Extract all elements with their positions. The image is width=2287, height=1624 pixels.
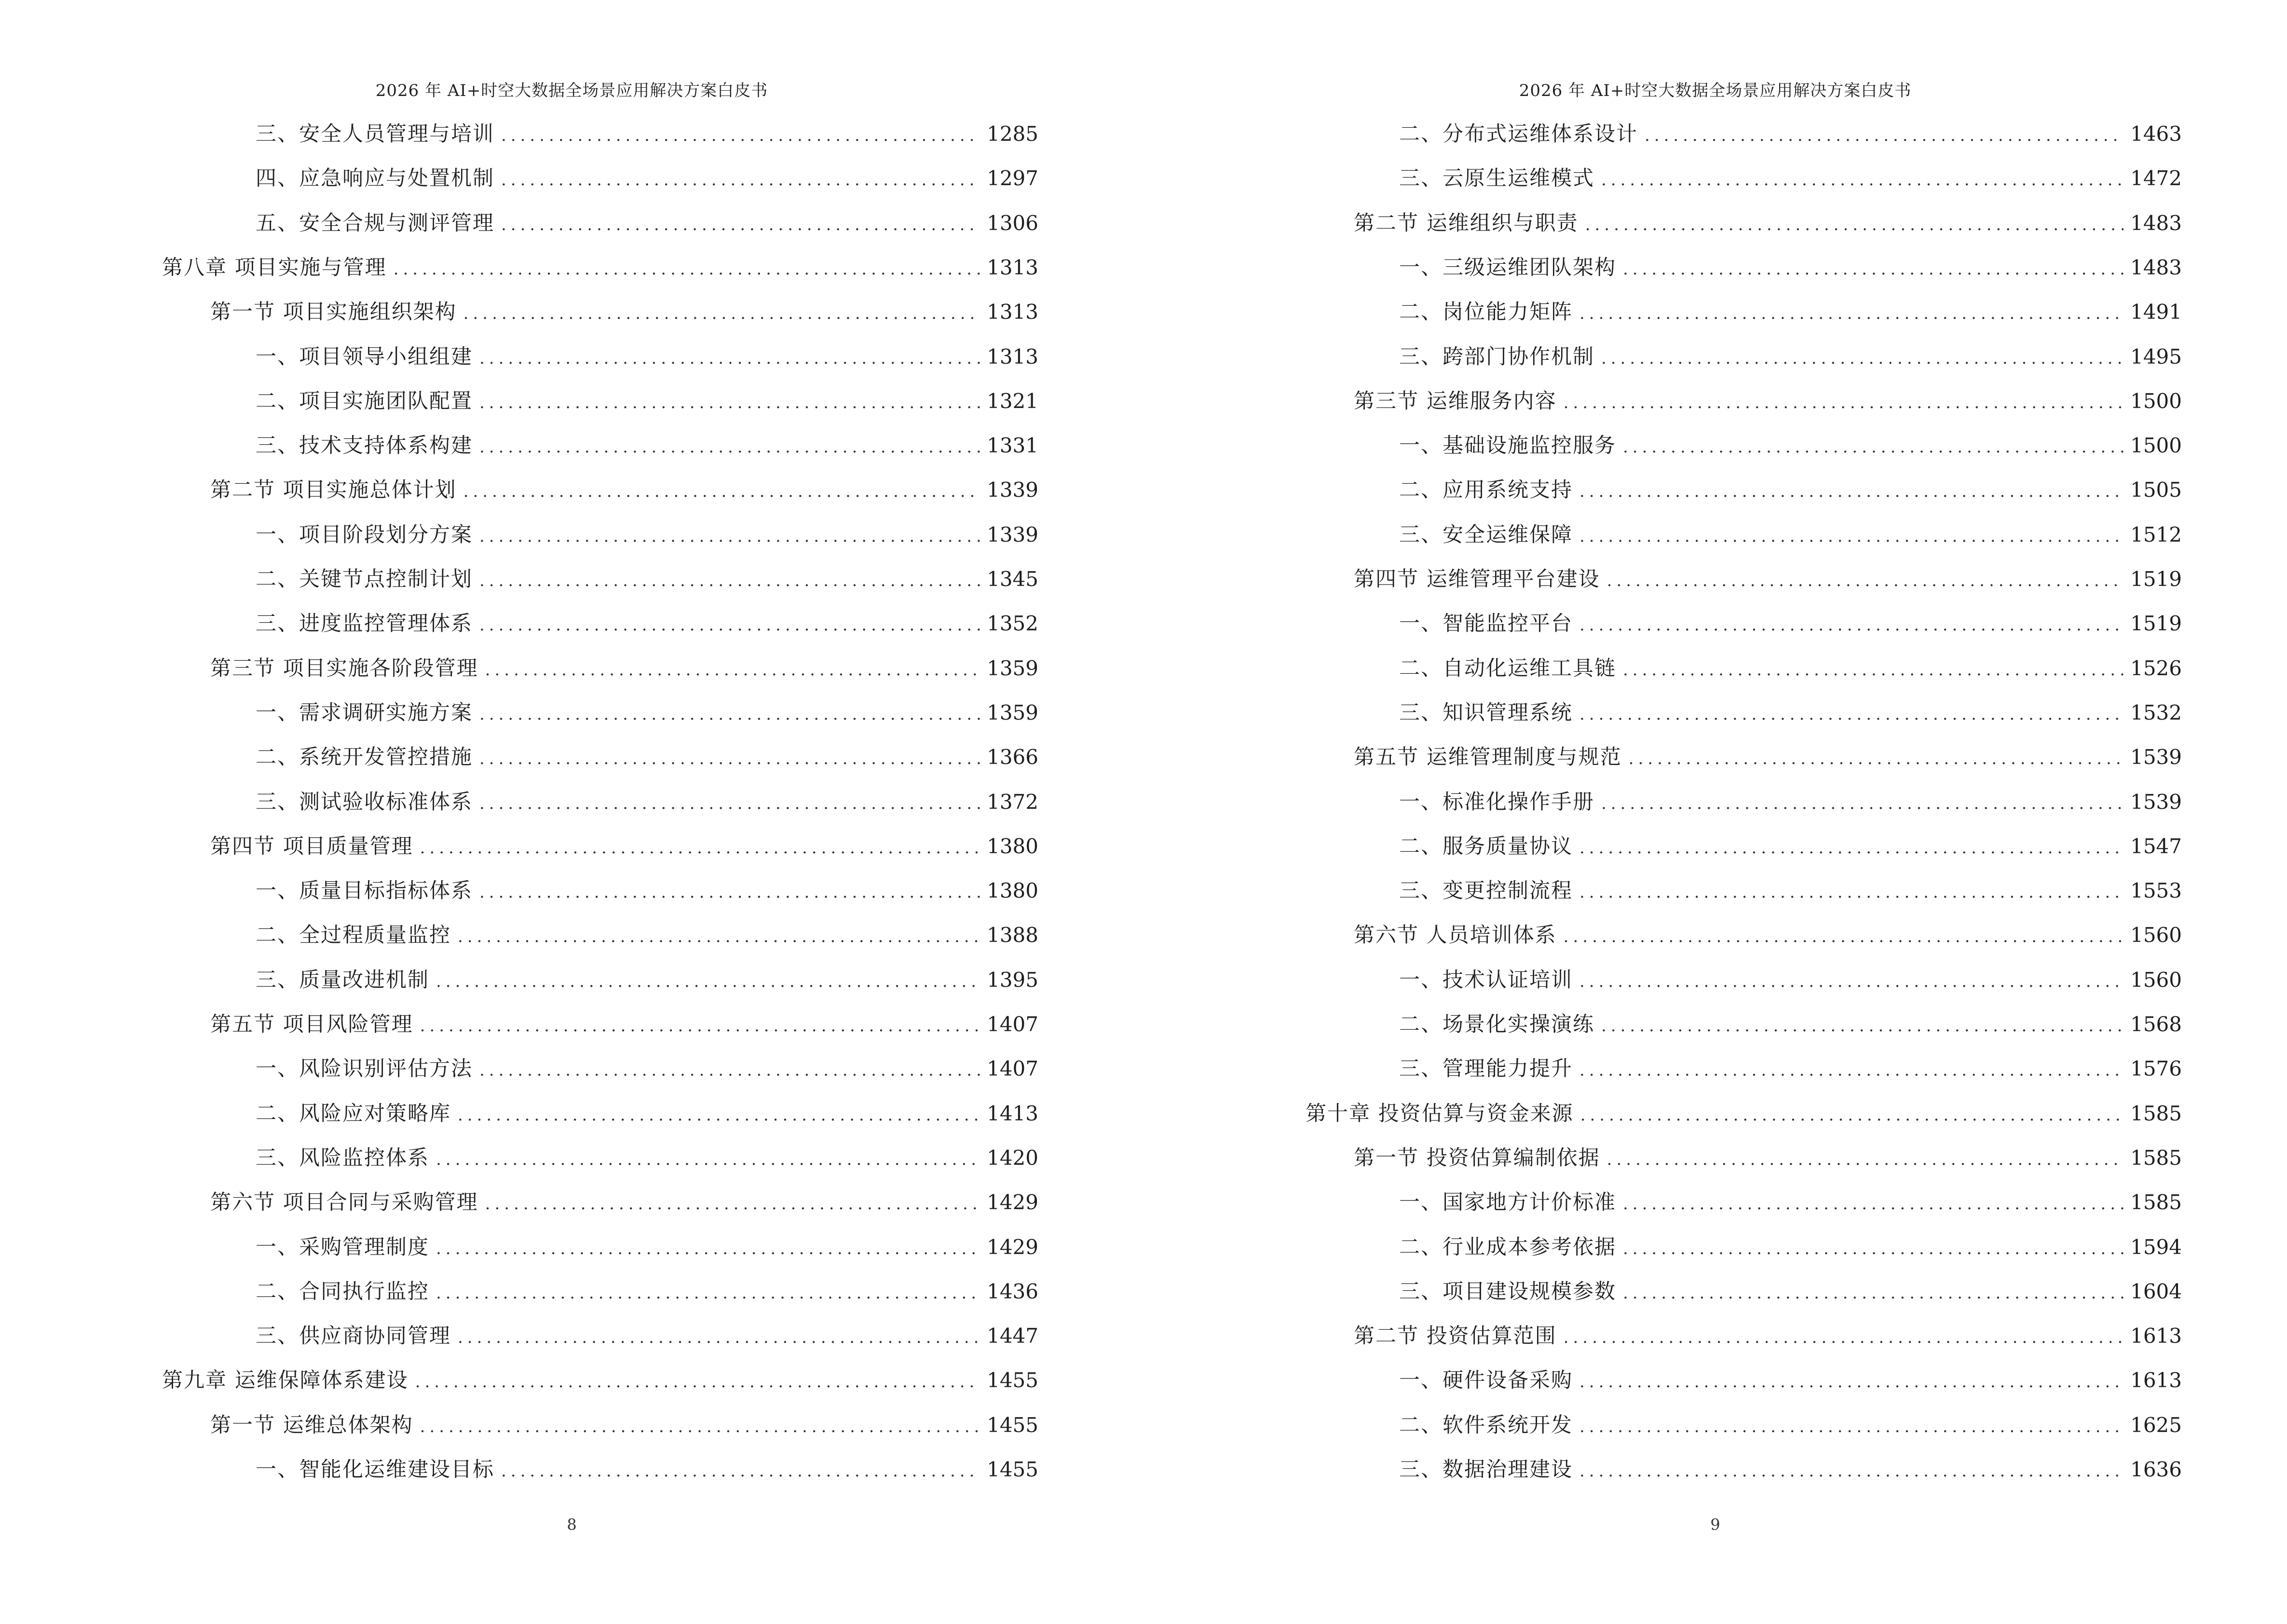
toc-entry[interactable] [1399,431,2182,460]
toc-entry[interactable] [210,476,1038,505]
toc-entry-page: 1359 [987,656,1038,680]
toc-entry[interactable] [1354,565,2182,594]
toc-entry-page: 1285 [987,122,1038,146]
dot-leader [1623,655,2124,684]
toc-entry[interactable] [256,788,1038,817]
toc-entry[interactable] [256,966,1038,995]
toc-entry-page: 1313 [987,300,1038,324]
toc-entry-title: 二、自动化运维工具链 [1399,656,1616,681]
toc-entry-page: 1388 [987,923,1038,947]
toc-entry-page: 1526 [2130,656,2182,680]
toc-entry[interactable] [1399,609,2182,638]
dot-leader [415,1367,980,1396]
toc-entry-page: 1505 [2130,478,2182,502]
toc-entry-title: 一、质量目标指标体系 [256,879,473,903]
toc-entry-title: 第三节 运维服务内容 [1354,389,1557,413]
toc-entry[interactable] [1354,209,2182,238]
toc-entry-title: 三、安全运维保障 [1399,523,1573,547]
toc-entry-page: 1594 [2130,1235,2182,1259]
toc-entry-page: 1407 [987,1057,1038,1080]
toc-entry-page: 1313 [987,345,1038,368]
toc-entry-page: 1463 [2130,122,2182,146]
toc-entry[interactable] [1399,1188,2182,1217]
toc-entry-page: 1395 [987,968,1038,992]
toc-entry[interactable] [1399,966,2182,995]
dot-leader [479,611,980,640]
toc-entry[interactable] [256,743,1038,772]
toc-entry[interactable] [162,253,1038,282]
toc-entry-title: 一、风险识别评估方法 [256,1057,473,1081]
toc-entry-page: 1625 [2130,1413,2182,1437]
toc-entry-title: 第一节 项目实施组织架构 [210,300,457,324]
toc-entry[interactable] [1354,1322,2182,1351]
toc-entry-page: 1553 [2130,879,2182,902]
toc-entry[interactable] [1399,1455,2182,1484]
toc-entry-title: 三、项目建设规模参数 [1399,1280,1616,1304]
dot-leader [458,1323,980,1352]
toc-entry[interactable] [1399,654,2182,683]
toc-entry[interactable] [210,1010,1038,1039]
dot-leader [485,655,980,684]
dot-leader [1579,967,2124,996]
toc-entry-page: 1495 [2130,345,2182,368]
toc-entry-title: 二、风险应对策略库 [256,1102,451,1126]
toc-entry-title: 二、项目实施团队配置 [256,389,473,413]
toc-entry[interactable] [210,298,1038,327]
toc-entry-title: 三、变更控制流程 [1399,879,1573,903]
toc-entry-title: 四、应急响应与处置机制 [256,166,494,191]
dot-leader [1579,1056,2124,1085]
dot-leader [1623,1234,2124,1263]
dot-leader [420,833,980,862]
dot-leader [479,522,980,551]
toc-entry-page: 1339 [987,478,1038,502]
dot-leader [1579,833,2124,862]
toc-entry-title: 第三节 项目实施各阶段管理 [210,656,478,681]
toc-entry[interactable] [1306,1099,2182,1128]
dot-leader [1623,1279,2124,1308]
toc-entry[interactable] [210,832,1038,861]
toc-entry-title: 第九章 运维保障体系建设 [162,1368,408,1392]
toc-entry[interactable] [1399,342,2182,371]
dot-leader [479,344,980,373]
toc-entry-title: 二、服务质量协议 [1399,834,1573,859]
toc-entry-page: 1539 [2130,745,2182,769]
toc-entry[interactable] [1399,1366,2182,1395]
toc-entry-page: 1491 [2130,300,2182,324]
toc-entry-page: 1568 [2130,1012,2182,1036]
dot-leader [436,1279,980,1308]
toc-entry[interactable] [256,342,1038,371]
toc-entry-title: 二、分布式运维体系设计 [1399,122,1638,146]
toc-entry[interactable] [210,1411,1038,1440]
dot-leader [1607,1145,2124,1174]
toc-entry-page: 1613 [2130,1368,2182,1392]
toc-entry-page: 1380 [987,834,1038,858]
toc-entry-title: 二、全过程质量监控 [256,923,451,947]
dot-leader [1579,477,2124,506]
toc-entry[interactable] [1399,1233,2182,1262]
dot-leader [1645,121,2124,150]
toc-entry-title: 第一节 运维总体架构 [210,1413,413,1437]
toc-entry-page: 1519 [2130,567,2182,591]
dot-leader [1601,165,2124,194]
toc-entry[interactable] [1399,1054,2182,1083]
toc-entry-page: 1585 [2130,1146,2182,1170]
toc-entry-page: 1436 [987,1280,1038,1303]
toc-entry-title: 第五节 项目风险管理 [210,1012,413,1037]
dot-leader [479,744,980,773]
toc-list [1144,0,2287,1624]
toc-entry-title: 一、标准化操作手册 [1399,790,1594,814]
toc-entry-page: 1297 [987,166,1038,190]
dot-leader [501,165,980,194]
toc-entry-title: 一、项目阶段划分方案 [256,523,473,547]
toc-entry[interactable] [1399,476,2182,505]
toc-entry-page: 1560 [2130,968,2182,992]
toc-entry-title: 一、基础设施监控服务 [1399,434,1616,458]
dot-leader [1623,255,2124,284]
toc-entry-page: 1585 [2130,1190,2182,1214]
toc-entry[interactable] [210,1188,1038,1217]
dot-leader [1580,1101,2124,1130]
toc-entry[interactable] [1399,1277,2182,1306]
toc-entry-title: 二、岗位能力矩阵 [1399,300,1573,324]
toc-entry-title: 二、系统开发管控措施 [256,745,473,769]
toc-entry-page: 1359 [987,701,1038,724]
toc-entry-page: 1613 [2130,1324,2182,1348]
toc-entry-title: 第二节 投资估算范围 [1354,1324,1557,1348]
dot-leader [1564,1323,2124,1352]
toc-entry[interactable] [1399,698,2182,727]
toc-entry-page: 1339 [987,523,1038,546]
toc-entry[interactable] [256,120,1038,149]
toc-entry[interactable] [1354,921,2182,950]
toc-entry-title: 二、行业成本参考依据 [1399,1235,1616,1259]
toc-entry-page: 1519 [2130,612,2182,635]
toc-entry-title: 一、需求调研实施方案 [256,701,473,725]
page-right [1144,0,2287,1624]
toc-entry-title: 一、技术认证培训 [1399,968,1573,992]
toc-entry-title: 第二节 项目实施总体计划 [210,478,457,502]
toc-entry-title: 三、测试验收标准体系 [256,790,473,814]
toc-entry-page: 1407 [987,1012,1038,1036]
toc-entry-title: 第八章 项目实施与管理 [162,256,387,280]
toc-entry[interactable] [256,1144,1038,1173]
toc-entry-page: 1500 [2130,434,2182,457]
toc-entry-page: 1313 [987,256,1038,279]
toc-entry[interactable] [1399,832,2182,861]
toc-entry-page: 1532 [2130,701,2182,724]
toc-entry-title: 三、知识管理系统 [1399,701,1573,725]
toc-entry[interactable] [256,209,1038,238]
toc-entry[interactable] [256,609,1038,638]
dot-leader [485,1189,980,1218]
dot-leader [436,1145,980,1174]
dot-leader [501,121,980,150]
page-number: 9 [1710,1515,1720,1534]
toc-entry-page: 1455 [987,1413,1038,1437]
dot-leader [1601,789,2124,818]
toc-entry[interactable] [256,565,1038,594]
dot-leader [1607,566,2124,595]
dot-leader [501,210,980,239]
dot-leader [420,1412,980,1441]
toc-entry-title: 一、采购管理制度 [256,1235,429,1259]
page-header: 2026 年 AI+时空大数据全场景应用解决方案白皮书 [375,81,768,100]
toc-entry-page: 1585 [2130,1102,2182,1125]
toc-entry-page: 1306 [987,211,1038,235]
dot-leader [1579,1367,2124,1396]
dot-leader [458,1101,980,1130]
dot-leader [1623,433,2124,462]
toc-entry-page: 1420 [987,1146,1038,1170]
dot-leader [1601,344,2124,373]
toc-entry[interactable] [256,921,1038,950]
toc-entry-page: 1372 [987,790,1038,814]
toc-entry[interactable] [256,1099,1038,1128]
toc-entry-title: 第四节 运维管理平台建设 [1354,567,1600,591]
dot-leader [479,566,980,595]
toc-entry-page: 1512 [2130,523,2182,546]
dot-leader [479,433,980,462]
toc-entry-title: 第五节 运维管理制度与规范 [1354,745,1622,769]
toc-entry[interactable] [256,876,1038,905]
toc-entry-title: 三、云原生运维模式 [1399,166,1594,191]
dot-leader [394,255,980,284]
dot-leader [1629,744,2124,773]
toc-entry[interactable] [1399,876,2182,905]
toc-entry-title: 第四节 项目质量管理 [210,834,413,859]
toc-entry-title: 三、供应商协同管理 [256,1324,451,1348]
toc-entry[interactable] [256,520,1038,549]
dot-leader [420,1011,980,1040]
dot-leader [501,1457,980,1486]
toc-entry[interactable] [1399,120,2182,149]
toc-entry-title: 五、安全合规与测评管理 [256,211,494,235]
toc-entry-title: 三、进度监控管理体系 [256,612,473,636]
toc-entry[interactable] [256,1233,1038,1262]
toc-entry[interactable] [256,387,1038,416]
dot-leader [436,1234,980,1263]
toc-entry-page: 1447 [987,1324,1038,1348]
dot-leader [479,700,980,729]
dot-leader [1579,611,2124,640]
page-number: 8 [567,1515,577,1534]
dot-leader [463,477,980,506]
toc-entry-title: 一、智能监控平台 [1399,612,1573,636]
toc-entry-title: 二、关键节点控制计划 [256,567,473,591]
toc-entry-page: 1380 [987,879,1038,902]
toc-entry-page: 1483 [2130,211,2182,235]
toc-entry-title: 三、风险监控体系 [256,1146,429,1170]
dot-leader [463,299,980,328]
toc-entry[interactable] [256,1054,1038,1083]
toc-entry-page: 1604 [2130,1280,2182,1303]
toc-entry-title: 第二节 运维组织与职责 [1354,211,1579,235]
toc-entry[interactable] [256,1277,1038,1306]
toc-entry-title: 三、跨部门协作机制 [1399,345,1594,369]
dot-leader [1579,878,2124,907]
toc-entry[interactable] [256,431,1038,460]
toc-entry[interactable] [1354,743,2182,772]
dot-leader [436,967,980,996]
toc-entry-title: 一、智能化运维建设目标 [256,1458,494,1482]
toc-entry[interactable] [256,698,1038,727]
dot-leader [479,878,980,907]
toc-entry[interactable] [1399,164,2182,193]
dot-leader [1579,1412,2124,1441]
toc-entry-title: 三、管理能力提升 [1399,1057,1573,1081]
page-header: 2026 年 AI+时空大数据全场景应用解决方案白皮书 [1519,81,1912,100]
toc-entry-title: 三、数据治理建设 [1399,1458,1573,1482]
toc-entry[interactable] [256,164,1038,193]
toc-entry-page: 1636 [2130,1458,2182,1481]
dot-leader [1564,922,2124,951]
toc-entry-page: 1429 [987,1235,1038,1259]
toc-entry-page: 1331 [987,434,1038,457]
toc-entry-title: 三、质量改进机制 [256,968,429,992]
toc-entry[interactable] [1399,298,2182,327]
toc-entry-page: 1455 [987,1458,1038,1481]
dot-leader [1585,210,2124,239]
toc-entry-title: 第十章 投资估算与资金来源 [1306,1102,1574,1126]
dot-leader [479,789,980,818]
dot-leader [479,1056,980,1085]
toc-entry-page: 1366 [987,745,1038,769]
toc-entry[interactable] [256,1322,1038,1351]
dot-leader [458,922,980,951]
toc-entry-title: 二、软件系统开发 [1399,1413,1573,1437]
toc-entry[interactable] [210,654,1038,683]
toc-entry[interactable] [1399,253,2182,282]
dot-leader [1579,1457,2124,1486]
toc-entry[interactable] [1354,1144,2182,1173]
toc-entry[interactable] [1354,387,2182,416]
toc-entry-page: 1576 [2130,1057,2182,1080]
toc-entry-title: 三、技术支持体系构建 [256,434,473,458]
toc-entry-page: 1321 [987,389,1038,413]
toc-entry-title: 一、硬件设备采购 [1399,1368,1573,1392]
toc-entry-page: 1413 [987,1102,1038,1125]
toc-entry-title: 二、场景化实操演练 [1399,1012,1594,1037]
toc-entry-title: 二、合同执行监控 [256,1280,429,1304]
toc-entry[interactable] [162,1366,1038,1395]
toc-entry[interactable] [1399,1411,2182,1440]
toc-entry-title: 一、三级运维团队架构 [1399,256,1616,280]
toc-entry[interactable] [1399,520,2182,549]
toc-entry-page: 1352 [987,612,1038,635]
toc-entry-title: 一、项目领导小组组建 [256,345,473,369]
toc-entry-page: 1345 [987,567,1038,591]
dot-leader [1564,388,2124,417]
dot-leader [1601,1011,2124,1040]
toc-entry-page: 1429 [987,1190,1038,1214]
toc-entry[interactable] [1399,788,2182,817]
toc-entry-title: 第一节 投资估算编制依据 [1354,1146,1600,1170]
toc-entry-page: 1500 [2130,389,2182,413]
toc-entry-page: 1472 [2130,166,2182,190]
dot-leader [1579,700,2124,729]
toc-entry[interactable] [256,1455,1038,1484]
toc-entry-title: 三、安全人员管理与培训 [256,122,494,146]
dot-leader [479,388,980,417]
dot-leader [1579,522,2124,551]
toc-entry-page: 1547 [2130,834,2182,858]
toc-entry-title: 一、国家地方计价标准 [1399,1190,1616,1215]
dot-leader [1623,1189,2124,1218]
toc-entry[interactable] [1399,1010,2182,1039]
dot-leader [1579,299,2124,328]
toc-entry-page: 1560 [2130,923,2182,947]
toc-entry-page: 1539 [2130,790,2182,814]
toc-entry-page: 1455 [987,1368,1038,1392]
toc-entry-title: 二、应用系统支持 [1399,478,1573,502]
toc-entry-title: 第六节 人员培训体系 [1354,923,1557,947]
toc-entry-page: 1483 [2130,256,2182,279]
toc-entry-title: 第六节 项目合同与采购管理 [210,1190,478,1215]
